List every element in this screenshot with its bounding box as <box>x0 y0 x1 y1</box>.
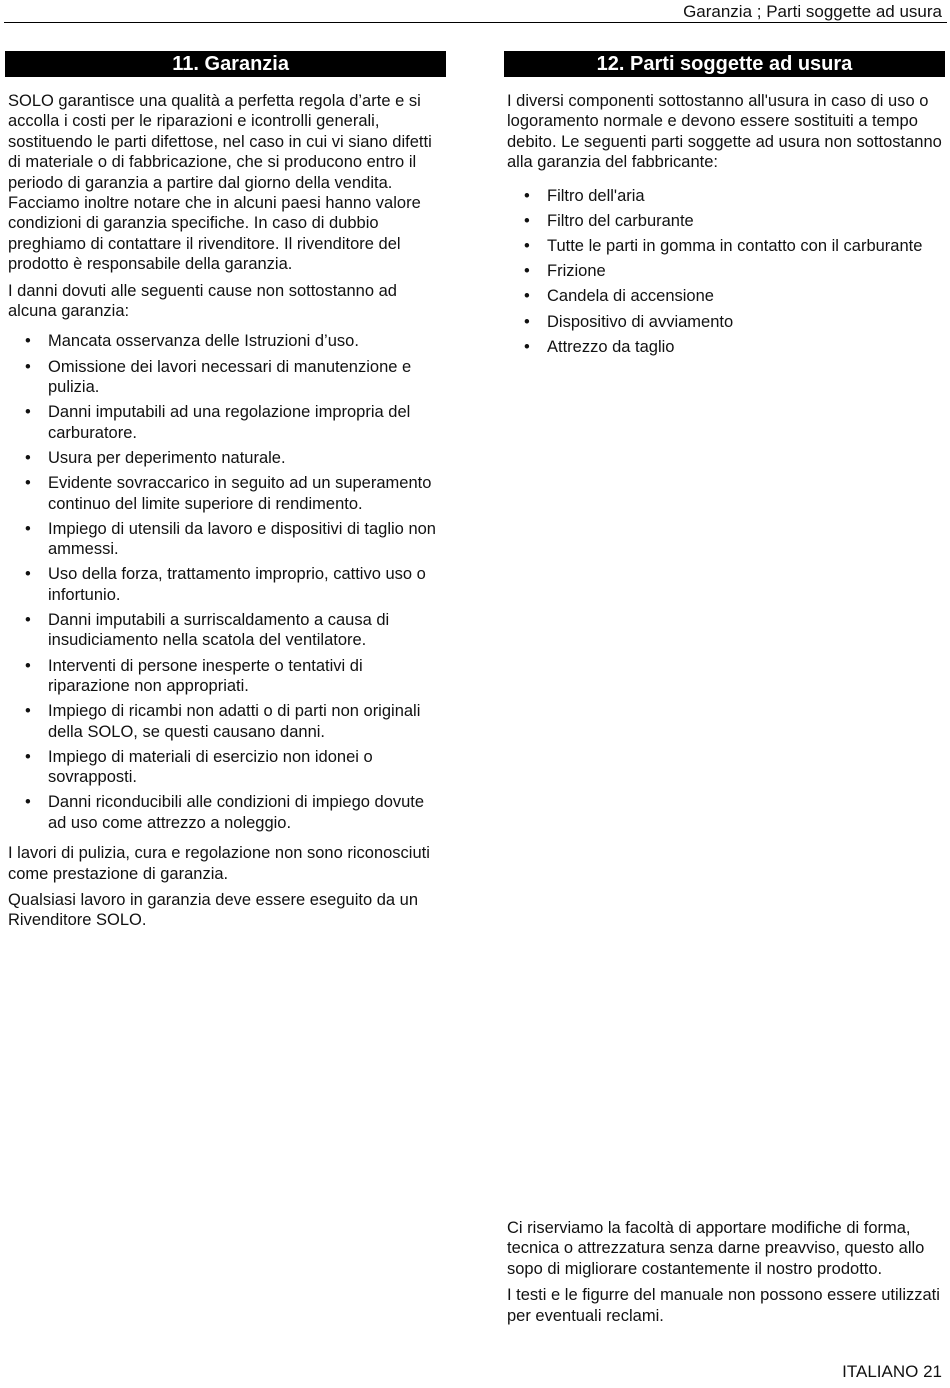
list-item <box>5 402 446 443</box>
list-item-text: Impiego di ricambi non adatti o di parti non originali della SOLO, se questi causano danni. <box>48 702 421 741</box>
list-item-text: Evidente sovraccarico in seguito ad un superamento continuo del limite superiore di rendimento. <box>48 474 432 513</box>
page-number: ITALIANO 21 <box>842 1362 942 1381</box>
section-garanzia <box>5 51 446 937</box>
list-item <box>504 236 945 256</box>
bullet-icon: • <box>25 565 31 584</box>
header-rule <box>4 22 947 23</box>
bullet-icon: • <box>25 747 31 766</box>
bullet-icon: • <box>524 186 530 205</box>
section-title-parti-usura: 12. Parti soggette ad usura <box>504 51 945 77</box>
list-item-text: Danni imputabili ad una regolazione impropria del carburatore. <box>48 403 411 442</box>
list-item <box>504 312 945 332</box>
list-item-text: Candela di accensione <box>547 287 714 306</box>
section-parti-usura <box>504 51 945 367</box>
bullet-icon: • <box>25 474 31 493</box>
bullet-icon: • <box>25 793 31 812</box>
parts-list <box>504 186 945 358</box>
list-item <box>5 331 446 351</box>
list-item-text: Impiego di utensili da lavoro e dispositivi di taglio non ammessi. <box>48 519 436 559</box>
list-item <box>5 519 446 560</box>
garanzia-closing-cleaning: I lavori di pulizia, cura e regolazione non sono riconosciuti come prestazione di garanzia. <box>8 844 430 883</box>
list-item-text: Danni riconducibili alle condizioni di impiego dovute ad uso come attrezzo a noleggio. <box>48 793 425 832</box>
list-item <box>5 357 446 398</box>
parti-usura-intro: I diversi componenti sottostanno all'usura in caso di uso o logoramento normale e devono essere sostituiti a tempo debito. Le seguenti parti soggette ad usura non sottostanno alla garanzia del fabbricante: <box>507 92 942 172</box>
list-item <box>5 701 446 742</box>
bullet-icon: • <box>25 448 31 467</box>
list-item <box>504 286 945 306</box>
list-item-text: Attrezzo da taglio <box>547 337 675 356</box>
bullet-icon: • <box>25 702 31 721</box>
list-item <box>5 792 446 833</box>
list-item <box>5 656 446 697</box>
bullet-icon: • <box>25 610 31 629</box>
list-item-text: Danni imputabili a surriscaldamento a causa di insudiciamento nella scatola del ventilatore. <box>48 610 390 650</box>
list-item <box>5 473 446 514</box>
bullet-icon: • <box>25 519 31 538</box>
list-item <box>504 211 945 231</box>
disclaimer-changes: Ci riserviamo la facoltà di apportare modifiche di forma, tecnica o attrezzatura senza darne preavviso, questo allo sopo di migliorare costantemente il nostro prodotto. <box>507 1219 925 1278</box>
list-item <box>5 564 446 605</box>
bullet-icon: • <box>25 357 31 376</box>
bullet-icon: • <box>25 403 31 422</box>
bullet-icon: • <box>25 656 31 675</box>
list-item <box>5 610 446 651</box>
bullet-icon: • <box>524 237 530 256</box>
list-item-text: Dispositivo di avviamento <box>547 312 734 331</box>
exclusions-intro: I danni dovuti alle seguenti cause non sottostanno ad alcuna garanzia: <box>8 281 397 321</box>
garanzia-intro: SOLO garantisce una qualità a perfetta regola d’arte e si accolla i costi per le riparazioni e icontrolli generali, sostituendo le parti difettose, nel caso in cui vi siano difetti di materiale o di fabbricazione, che si producono entro il periodo di garanzia a partire dal giorno della vendita. Facciamo inoltre notare che in alcuni paesi hanno valore condizioni di garanzia specifiche. In caso di dubbio preghiamo di contattare il rivenditore. Il rivenditore del prodotto è responsabile della garanzia. <box>8 92 432 274</box>
list-item <box>504 261 945 281</box>
bullet-icon: • <box>25 332 31 351</box>
list-item-text: Interventi di persone inesperte o tentativi di riparazione non appropriati. <box>48 656 363 695</box>
list-item-text: Mancata osservanza delle Istruzioni d’uso. <box>48 332 359 351</box>
list-item-text: Filtro dell'aria <box>547 186 645 205</box>
list-item-text: Tutte le parti in gomma in contatto con il carburante <box>547 237 923 256</box>
bullet-icon: • <box>524 312 530 331</box>
list-item-text: Usura per deperimento naturale. <box>48 448 286 467</box>
running-header: Garanzia ; Parti soggette ad usura <box>683 2 942 21</box>
exclusions-list <box>5 331 446 833</box>
list-item <box>5 747 446 788</box>
list-item-text: Omissione dei lavori necessari di manutenzione e pulizia. <box>48 357 412 397</box>
list-item-text: Frizione <box>547 262 606 281</box>
list-item <box>5 448 446 468</box>
list-item <box>504 186 945 206</box>
bullet-icon: • <box>524 211 530 230</box>
bullet-icon: • <box>524 262 530 281</box>
list-item-text: Filtro del carburante <box>547 211 694 230</box>
disclaimer <box>504 1218 945 1332</box>
bullet-icon: • <box>524 337 530 356</box>
section-title-garanzia: 11. Garanzia <box>5 51 446 77</box>
list-item-text: Impiego di materiali di esercizio non idonei o sovrapposti. <box>48 747 373 787</box>
disclaimer-claims: I testi e le figurre del manuale non possono essere utilizzati per eventuali reclami. <box>507 1286 940 1325</box>
list-item-text: Uso della forza, trattamento improprio, cattivo uso o infortunio. <box>48 565 426 604</box>
bullet-icon: • <box>524 287 530 306</box>
list-item <box>504 337 945 357</box>
garanzia-closing-dealer: Qualsiasi lavoro in garanzia deve essere eseguito da un Rivenditore SOLO. <box>8 890 419 930</box>
